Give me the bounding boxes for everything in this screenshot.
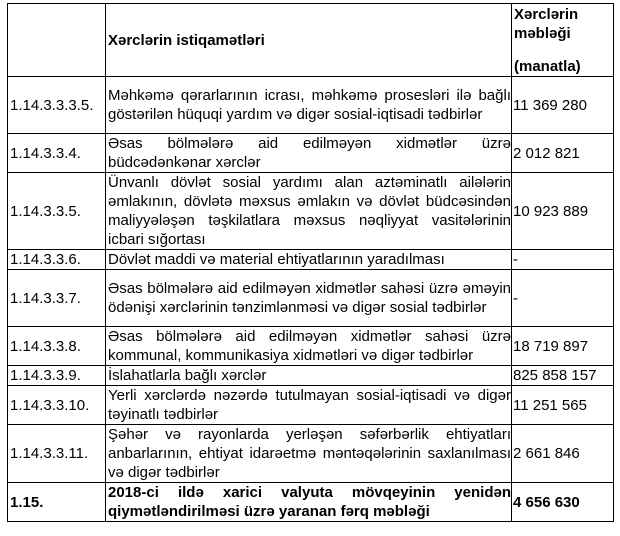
row-amount-cell: 2 661 846 bbox=[512, 425, 614, 483]
row-description-cell: 2018-ci ildə xarici valyuta mövqeyinin yenidən qiymətləndirilməsi üzrə yaranan fərq məbləği bbox=[106, 483, 512, 522]
row-amount-cell: 18 719 897 bbox=[512, 327, 614, 366]
header-directions-cell bbox=[106, 4, 512, 77]
table-row bbox=[8, 386, 614, 425]
row-code-cell: 1.14.3.3.6. bbox=[8, 250, 106, 270]
row-code-cell: 1.14.3.3.3.5. bbox=[8, 77, 106, 134]
row-amount-cell: 11 369 280 bbox=[512, 77, 614, 134]
row-description-cell: Dövlət maddi və material ehtiyatlarının yaradılması bbox=[106, 250, 512, 270]
table-row bbox=[8, 270, 614, 327]
table-row bbox=[8, 366, 614, 386]
row-code-cell: 1.14.3.3.11. bbox=[8, 425, 106, 483]
row-amount-cell: 2 012 821 bbox=[512, 134, 614, 173]
row-code-cell: 1.14.3.3.10. bbox=[8, 386, 106, 425]
row-amount-cell: - bbox=[512, 250, 614, 270]
row-description-cell: Əsas bölmələrə aid edilməyən xidmətlər sahəsi üzrə kommunal, kommunikasiya xidmətləri və digər tədbirlər bbox=[106, 327, 512, 366]
table-row bbox=[8, 327, 614, 366]
expenses-table bbox=[7, 3, 614, 522]
row-code-cell: 1.14.3.3.7. bbox=[8, 270, 106, 327]
header-code-cell bbox=[8, 4, 106, 77]
row-description-cell: Yerli xərclərdə nəzərdə tutulmayan sosial-iqtisadi və digər təyinatlı tədbirlər bbox=[106, 386, 512, 425]
row-code-cell: 1.14.3.3.8. bbox=[8, 327, 106, 366]
row-amount-cell: 4 656 630 bbox=[512, 483, 614, 522]
table-row bbox=[8, 483, 614, 522]
row-code-cell: 1.15. bbox=[8, 483, 106, 522]
expenses-table-header bbox=[8, 4, 614, 77]
row-amount-cell: 10 923 889 bbox=[512, 173, 614, 250]
table-row bbox=[8, 77, 614, 134]
expenses-table-body bbox=[8, 77, 614, 522]
row-amount-cell: - bbox=[512, 270, 614, 327]
row-description-cell: Məhkəmə qərarlarının icrası, məhkəmə prosesləri ilə bağlı göstərilən hüquqi yardım və digər sosial-iqtisadi tədbirlər bbox=[106, 77, 512, 134]
row-description-cell: Ünvanlı dövlət sosial yardımı alan aztəminatlı ailələrin əmlakının, dövlətə məxsus əmlakın və dövlət büdcəsindən maliyyələşən təşkilatlara məxsus nəqliyyat vasitələrinin icbari sığortası bbox=[106, 173, 512, 250]
row-code-cell: 1.14.3.3.4. bbox=[8, 134, 106, 173]
row-description-cell: İslahatlarla bağlı xərclər bbox=[106, 366, 512, 386]
table-row bbox=[8, 134, 614, 173]
amount-header-label: Xərclərin məbləği bbox=[514, 6, 579, 42]
row-description-cell: Şəhər və rayonlarda yerləşən səfərbərlik ehtiyatları anbarlarının, ehtiyat idarəetmə məntəqələrinin saxlanılması və digər tədbirlər bbox=[106, 425, 512, 483]
row-amount-cell: 825 858 157 bbox=[512, 366, 614, 386]
table-row bbox=[8, 425, 614, 483]
table-row bbox=[8, 173, 614, 250]
row-code-cell: 1.14.3.3.5. bbox=[8, 173, 106, 250]
header-amount-cell bbox=[512, 4, 614, 77]
row-code-cell: 1.14.3.3.9. bbox=[8, 366, 106, 386]
directions-header-label: Xərclərin istiqamətləri bbox=[108, 31, 265, 49]
table-row bbox=[8, 250, 614, 270]
row-description-cell: Əsas bölmələrə aid edilməyən xidmətlər sahəsi üzrə əməyin ödənişi xərclərinin tənzimlənməsi və digər sosial tədbirlər bbox=[106, 270, 512, 327]
row-description-cell: Əsas bölmələrə aid edilməyən xidmətlər üzrə büdcədənkənar xərclər bbox=[106, 134, 512, 173]
amount-header-unit: (manatla) bbox=[514, 58, 581, 75]
header-row bbox=[8, 4, 614, 77]
row-amount-cell: 11 251 565 bbox=[512, 386, 614, 425]
